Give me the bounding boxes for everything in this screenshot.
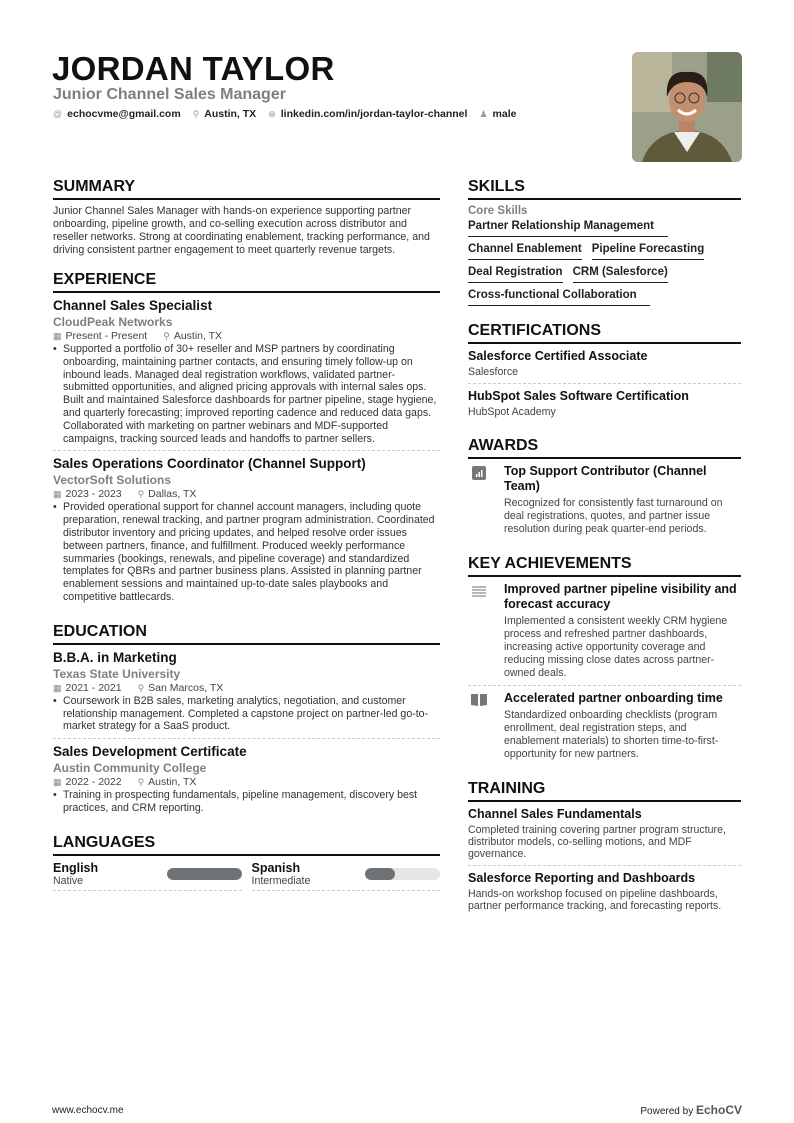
entry-dates: 2021 - 2021 <box>65 681 122 694</box>
left-column <box>53 178 440 891</box>
lines-icon <box>468 582 490 680</box>
certification-item <box>468 349 741 384</box>
training-item <box>468 807 741 866</box>
bullet-icon: • <box>53 501 57 514</box>
training-title: Salesforce Reporting and Dashboards <box>468 871 696 885</box>
entry-bullet: Training in prospecting fundamentals, pipeline management, discovery best practices, and CRM reporting. <box>63 789 418 814</box>
skill-tag: CRM (Salesforce) <box>573 266 668 283</box>
achievement-item <box>468 582 741 686</box>
footer-website[interactable]: www.echocv.me <box>52 1105 124 1116</box>
certification-item <box>468 389 741 423</box>
proficiency-fill <box>167 868 242 880</box>
entry-org: CloudPeak Networks <box>53 315 173 329</box>
entry-org: Austin Community College <box>53 761 207 776</box>
entry-location: Austin, TX <box>173 330 223 342</box>
summary-heading: SUMMARY <box>53 178 440 200</box>
entry-bullet: Supported a portfolio of 30+ reseller and MSP partners by coordinating onboarding, maintaining partner contacts, and ensuring timely follow-up on inbound leads. Managed deal registration workflows, validated partner-submitted opportunities, and aligned pricing approvals with internal sales ops. Built and maintained Salesforce dashboards for partner pipeline, stage hygiene, and quarterly forecasting; improved reporting cadence and reduced data gaps. Collaborated with marketing on partner webinars and MDF-supported campaigns, tracking sourced leads and handoffs to partner sellers. <box>63 343 437 445</box>
skill-tag: Partner Relationship Management <box>468 220 668 237</box>
entry-location: Dallas, TX <box>148 488 197 501</box>
chart-icon <box>468 464 490 536</box>
proficiency-bar <box>365 868 440 880</box>
training-item <box>468 871 741 917</box>
entry-org: VectorSoft Solutions <box>53 473 172 488</box>
language-level: Native <box>53 874 84 887</box>
entry-title: Sales Development Certificate <box>53 744 247 760</box>
cert-issuer: HubSpot Academy <box>468 406 556 418</box>
language-name: Spanish <box>251 860 301 875</box>
contact-gender <box>479 108 516 120</box>
experience-heading: EXPERIENCE <box>53 271 440 293</box>
achievements-heading: KEY ACHIEVEMENTS <box>468 555 741 577</box>
profile-photo <box>632 52 742 162</box>
training-desc: Completed training covering partner program structure, distributor models, co-selling motions, and MDF governance. <box>468 824 726 860</box>
skill-tag: Pipeline Forecasting <box>592 243 704 260</box>
globe-icon: ⊕ <box>268 109 276 119</box>
cert-issuer: Salesforce <box>468 366 519 378</box>
award-item <box>468 464 741 541</box>
at-icon: @ <box>53 109 63 119</box>
achievement-item <box>468 691 741 766</box>
entry-dates: 2022 - 2022 <box>65 776 122 789</box>
powered-label: Powered by <box>640 1106 694 1117</box>
award-title: Top Support Contributor (Channel Team) <box>504 464 707 493</box>
entry-dates: Present - Present <box>65 330 148 342</box>
footer-powered-by[interactable] <box>640 1103 742 1117</box>
contact-location <box>193 108 257 120</box>
award-desc: Recognized for consistently fast turnaround on deal registrations, quotes, and partner issue resolution during peak quarter-end periods. <box>504 497 723 535</box>
proficiency-bar <box>167 868 242 880</box>
achievement-desc: Standardized onboarding checklists (program enrollment, deal registration steps, and enablement materials) to shorten time-to-first-opportunity for new partners. <box>504 709 719 760</box>
calendar-icon: ▦ <box>53 682 62 693</box>
skill-tag: Deal Registration <box>468 266 563 283</box>
location-icon: ⚲ <box>163 331 170 341</box>
linkedin-text: linkedin.com/in/jordan-taylor-channel <box>280 108 468 120</box>
experience-entry <box>53 298 440 451</box>
person-icon: ♟ <box>479 109 488 119</box>
training-desc: Hands-on workshop focused on pipeline dashboards, partner performance tracking, and forecasting reports. <box>468 888 722 912</box>
bullet-icon: • <box>53 789 57 802</box>
calendar-icon: ▦ <box>53 777 62 788</box>
contact-email[interactable] <box>53 108 181 120</box>
achievement-title: Improved partner pipeline visibility and forecast accuracy <box>504 582 737 611</box>
language-item <box>252 861 441 891</box>
languages-list <box>53 861 440 891</box>
location-icon: ⚲ <box>137 682 145 693</box>
language-level: Intermediate <box>251 874 311 887</box>
education-heading: EDUCATION <box>53 623 440 645</box>
entry-org: Texas State University <box>53 666 181 681</box>
book-icon <box>468 691 490 761</box>
skills-heading: SKILLS <box>468 178 741 200</box>
entry-dates: 2023 - 2023 <box>65 488 122 501</box>
proficiency-fill <box>365 868 395 880</box>
calendar-icon: ▦ <box>53 331 62 341</box>
education-entry <box>53 650 440 739</box>
languages-heading: LANGUAGES <box>53 834 440 856</box>
entry-title: Channel Sales Specialist <box>53 298 213 313</box>
language-name: English <box>53 860 99 875</box>
location-text: Austin, TX <box>204 108 257 120</box>
entry-location: San Marcos, TX <box>148 681 224 694</box>
location-icon: ⚲ <box>192 109 200 119</box>
location-icon: ⚲ <box>137 777 145 788</box>
job-title: Junior Channel Sales Manager <box>53 86 286 103</box>
entry-title: Sales Operations Coordinator (Channel Support) <box>53 456 366 472</box>
contact-bar <box>53 108 516 120</box>
candidate-name: JORDAN TAYLOR <box>52 50 335 87</box>
entry-bullet: Coursework in B2B sales, marketing analytics, negotiation, and customer relationship management. Completed a capstone project on partner-led go-to-market strategy for a SaaS product. <box>63 694 429 733</box>
skill-tag: Channel Enablement <box>468 243 582 260</box>
skill-tag: Cross-functional Collaboration <box>468 289 650 306</box>
training-title: Channel Sales Fundamentals <box>468 807 642 821</box>
brand-logo: EchoCV <box>695 1103 742 1117</box>
education-entry <box>53 744 440 820</box>
cert-title: HubSpot Sales Software Certification <box>468 389 689 403</box>
bullet-icon: • <box>53 343 57 355</box>
bullet-icon: • <box>53 694 57 707</box>
achievement-desc: Implemented a consistent weekly CRM hygiene process and refreshed partner dashboards, increasing active opportunity coverage and reducing missing close dates across partner-owned deals. <box>504 615 728 679</box>
right-column <box>468 178 741 922</box>
experience-entry <box>53 456 440 608</box>
email-text: echocvme@gmail.com <box>67 108 181 120</box>
certifications-heading: CERTIFICATIONS <box>468 322 741 344</box>
location-icon: ⚲ <box>137 489 145 500</box>
entry-bullet: Provided operational support for channel account managers, including quote preparation, renewal tracking, and partner program administration. Coordinated distributor inventory and pricing updates, and helped resolve order issues between partners, finance, and fulfillment. Produced weekly performance summaries (bookings, renewals, and pipeline coverage) and standardized templates for QBRs and partner business plans. Assisted in planning partner enablement sessions and maintained up-to-date sales playbooks and competitive battlecards. <box>63 501 435 603</box>
skills-list <box>468 220 741 308</box>
contact-linkedin[interactable] <box>268 108 467 120</box>
summary-text: Junior Channel Sales Manager with hands-on experience supporting partner onboarding, pipeline growth, and co-selling execution across distributor and reseller networks. Strong at coordinating enablement, tracking performance, and driving consistent partner engagement to meet quarterly revenue targets. <box>53 205 430 256</box>
training-heading: TRAINING <box>468 780 741 802</box>
calendar-icon: ▦ <box>53 489 62 500</box>
entry-location: Austin, TX <box>148 776 197 789</box>
language-item <box>53 861 242 891</box>
awards-heading: AWARDS <box>468 437 741 459</box>
skills-subheading: Core Skills <box>468 205 528 217</box>
gender-text: male <box>492 108 517 120</box>
achievement-title: Accelerated partner onboarding time <box>504 691 723 705</box>
entry-title: B.B.A. in Marketing <box>53 649 177 665</box>
cert-title: Salesforce Certified Associate <box>468 349 648 363</box>
